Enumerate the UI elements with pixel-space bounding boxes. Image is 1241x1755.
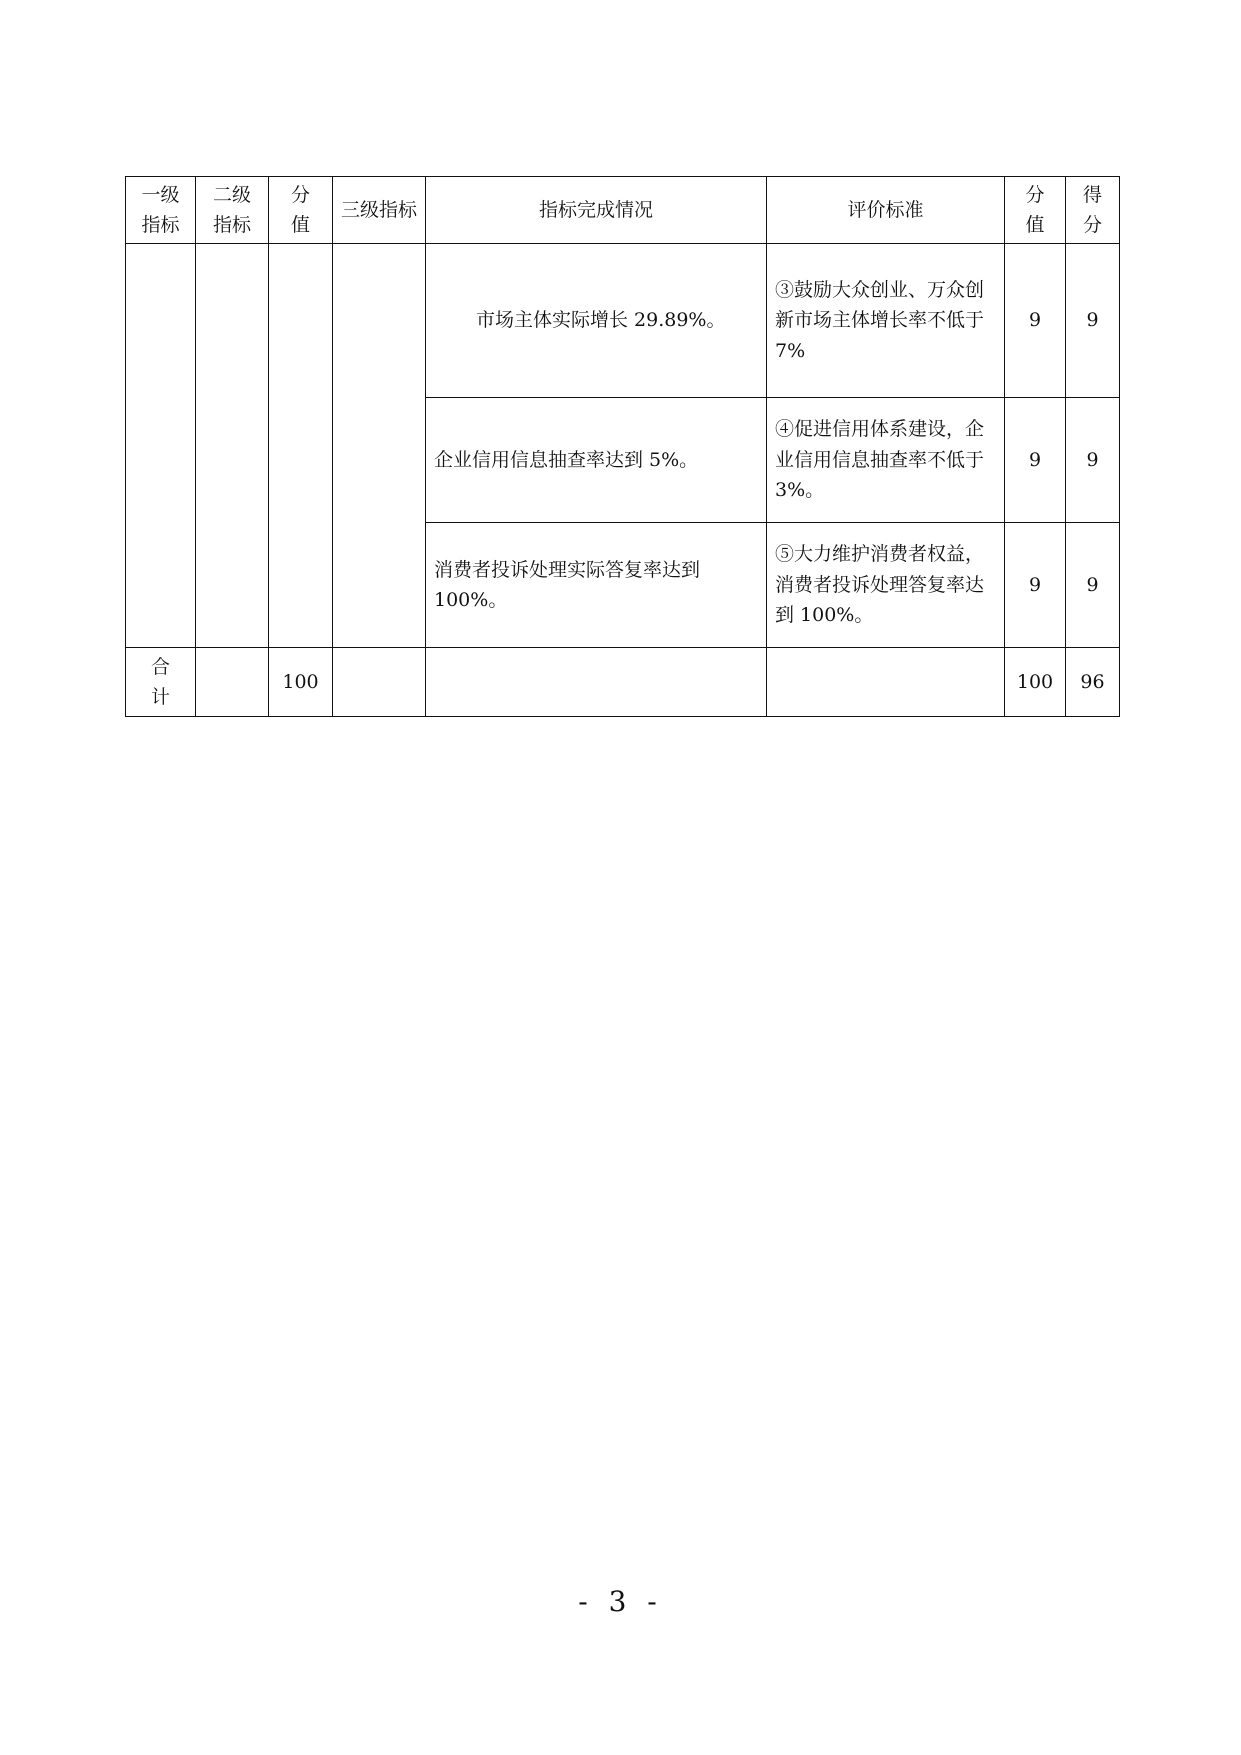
level3-cell [333, 244, 426, 648]
header-level1: 一级指标 [126, 177, 196, 244]
earned-cell: 9 [1066, 523, 1120, 648]
level2-cell [196, 244, 269, 648]
header-criteria: 评价标准 [767, 177, 1005, 244]
total-completion-cell [426, 648, 767, 717]
score-value-cell [269, 244, 333, 648]
points-cell: 9 [1005, 244, 1066, 398]
total-criteria-cell [767, 648, 1005, 717]
completion-cell: 消费者投诉处理实际答复率达到 100%。 [426, 523, 767, 648]
points-cell: 9 [1005, 523, 1066, 648]
total-earned-cell: 96 [1066, 648, 1120, 717]
total-score-value-cell: 100 [269, 648, 333, 717]
header-row [126, 177, 1120, 244]
table-row [126, 244, 1120, 398]
total-level2-cell [196, 648, 269, 717]
header-completion: 指标完成情况 [426, 177, 767, 244]
header-score-value: 分值 [269, 177, 333, 244]
completion-cell: 市场主体实际增长 29.89%。 [426, 244, 767, 398]
completion-cell: 企业信用信息抽查率达到 5%。 [426, 398, 767, 523]
total-label-cell: 合计 [126, 648, 196, 717]
header-level3: 三级指标 [333, 177, 426, 244]
header-points: 分值 [1005, 177, 1066, 244]
points-cell: 9 [1005, 398, 1066, 523]
header-level2: 二级指标 [196, 177, 269, 244]
criteria-cell: ③鼓励大众创业、万众创新市场主体增长率不低于 7% [767, 244, 1005, 398]
level1-cell [126, 244, 196, 648]
total-points-cell: 100 [1005, 648, 1066, 717]
page-number: - 3 - [578, 1585, 663, 1618]
criteria-cell: ④促进信用体系建设，企业信用信息抽查率不低于 3%。 [767, 398, 1005, 523]
earned-cell: 9 [1066, 244, 1120, 398]
earned-cell: 9 [1066, 398, 1120, 523]
criteria-cell: ⑤大力维护消费者权益，消费者投诉处理答复率达到 100%。 [767, 523, 1005, 648]
total-level3-cell [333, 648, 426, 717]
total-row [126, 648, 1120, 717]
header-earned: 得分 [1066, 177, 1120, 244]
score-table [125, 176, 1120, 717]
